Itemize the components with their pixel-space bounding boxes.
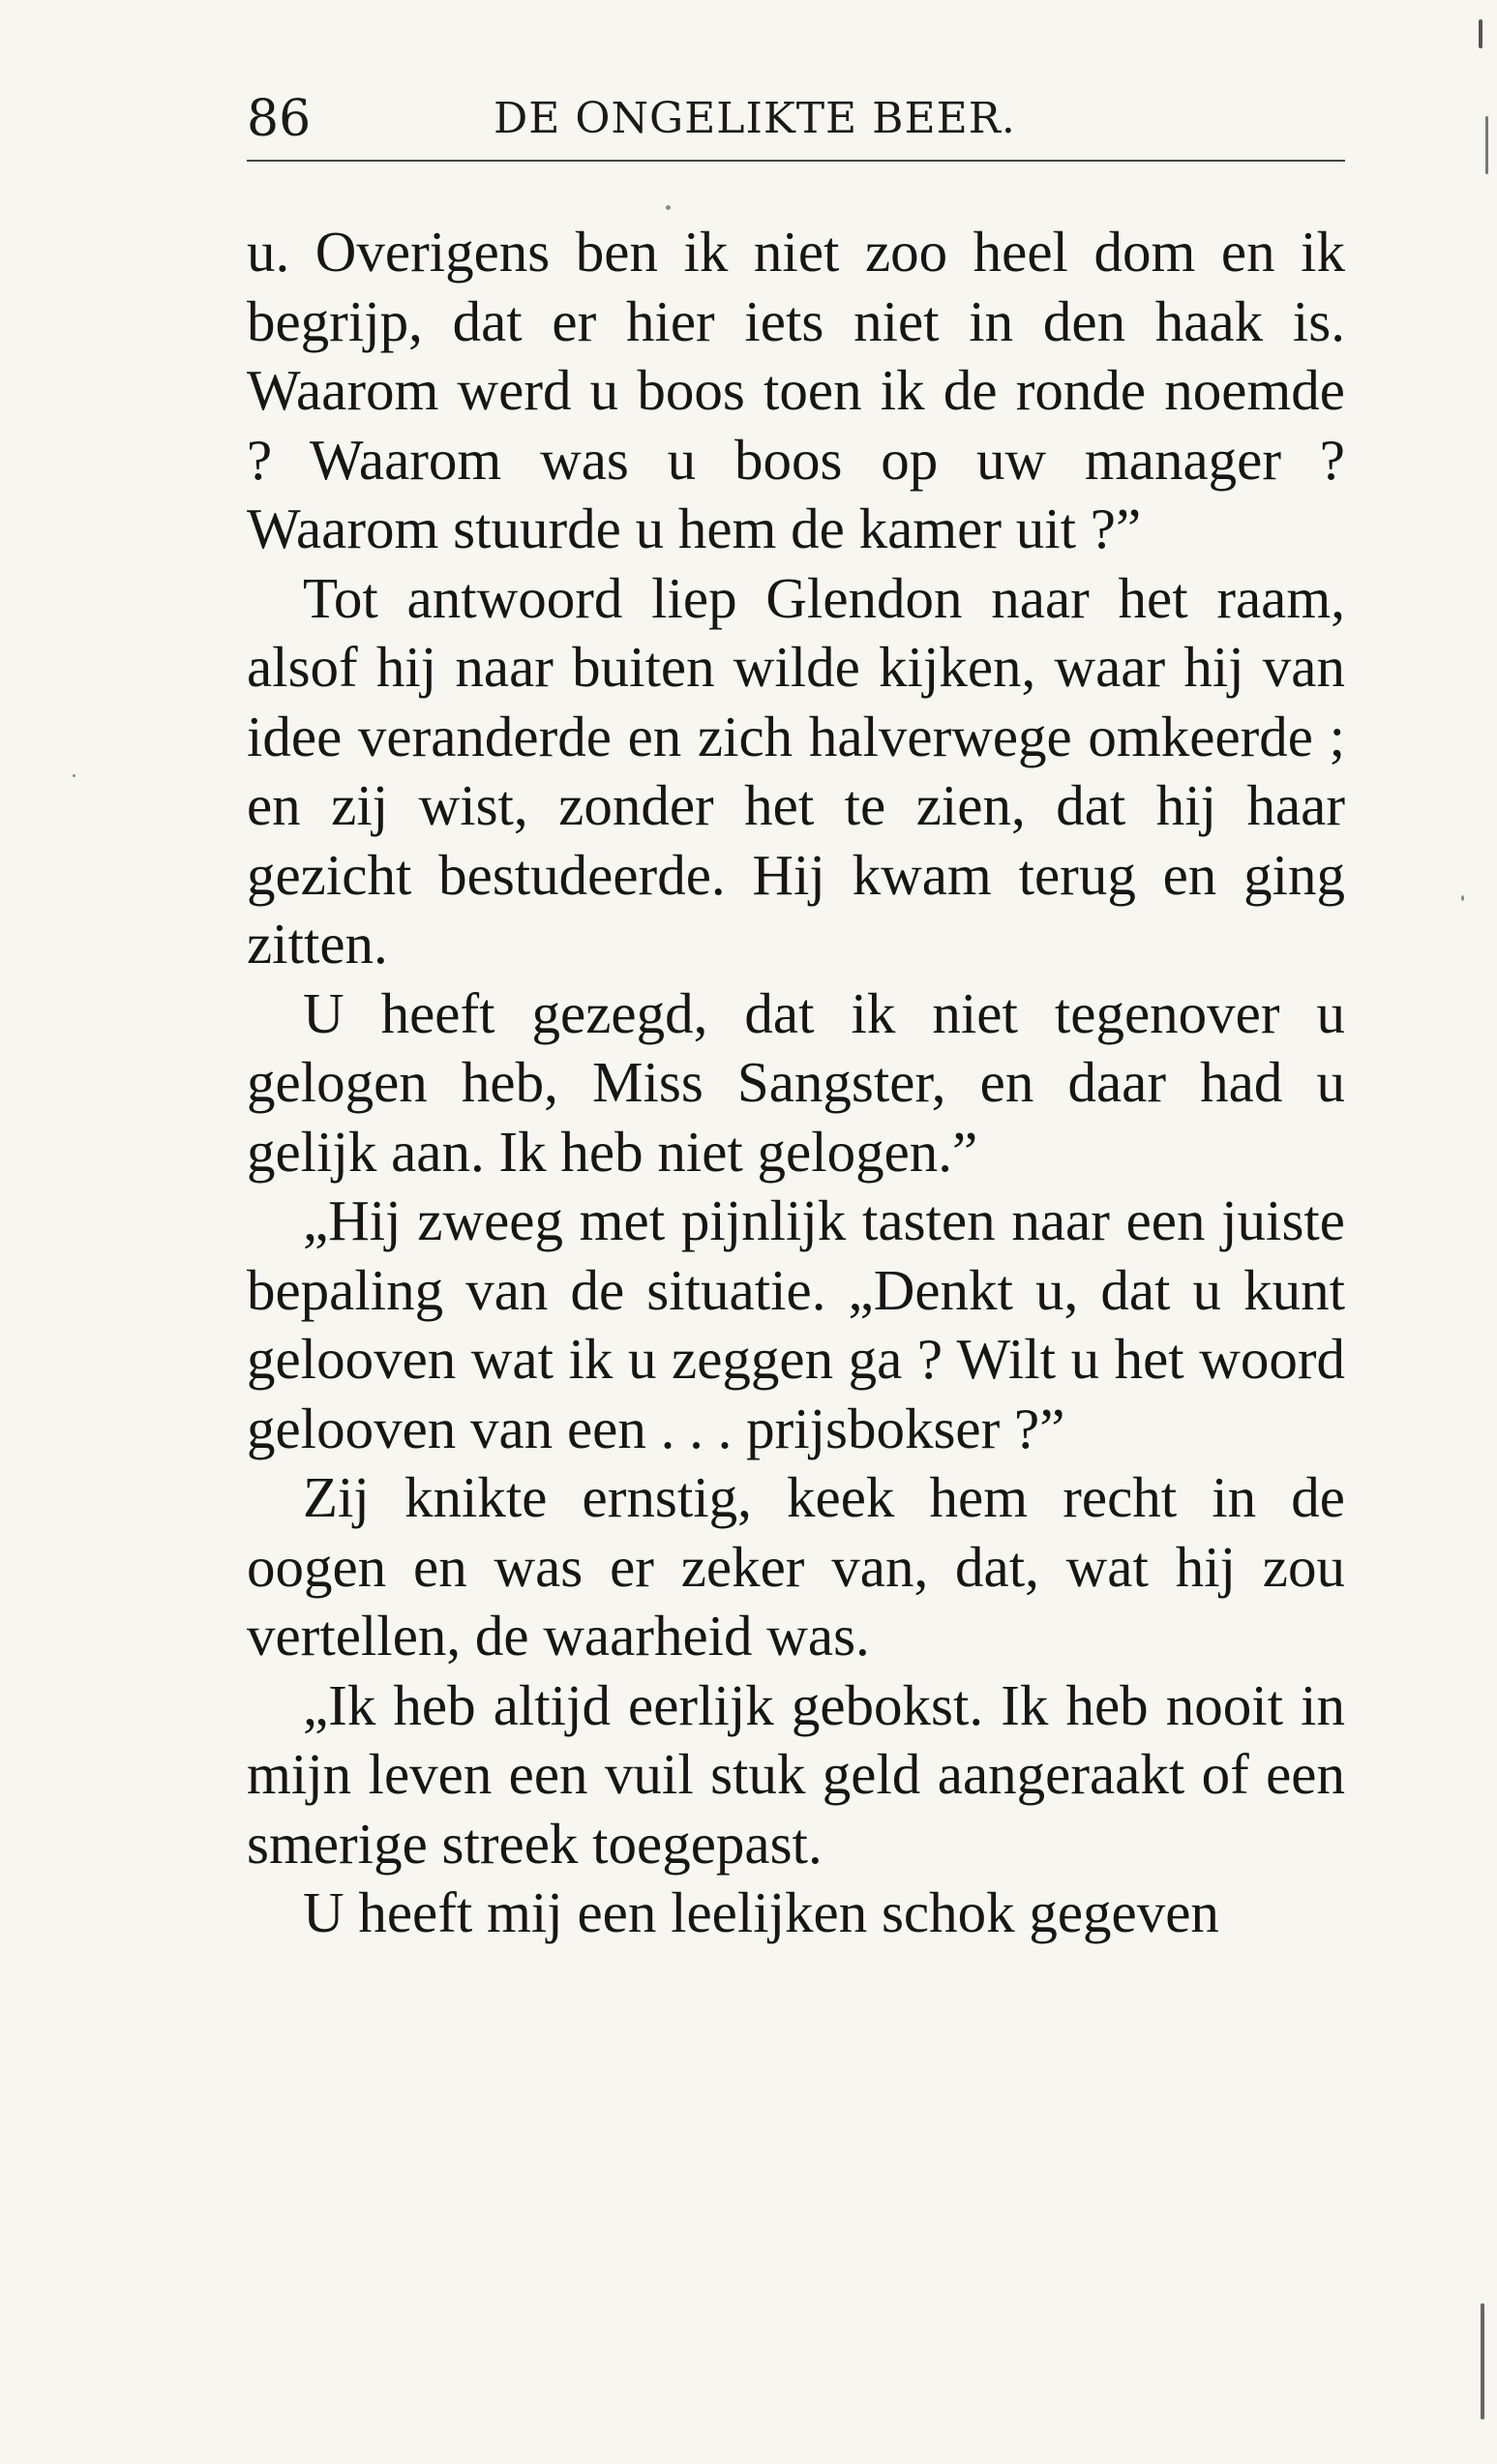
page-number: 86 — [247, 90, 312, 148]
paper-speck — [73, 774, 75, 777]
paragraph: Tot antwoord liep Glendon naar het raam, alsof hij naar buiten wilde kijken, waar hij van idee veranderde en zich halverwege omkeerde ; en zij wist, zonder het te zien, dat hij haar gezicht bestudeerde. Hij kwam terug en ging zitten. — [247, 565, 1345, 976]
paper-speck — [666, 205, 671, 210]
paragraph: „Hij zweeg met pijnlijk tasten naar een juiste bepaling van de situatie. „Denkt u, dat u kunt gelooven wat ik u zeggen ga ? Wilt u het woord gelooven van een . . . prijsbokser ?” — [247, 1188, 1345, 1460]
paragraph: u. Overigens ben ik niet zoo heel dom en ik begrijp, dat er hier iets niet in den haak is. Waarom werd u boos toen ik de ronde noemde ? Waarom was u boos op uw manager ? Waarom stuurde u hem de kamer uit ?” — [247, 220, 1345, 560]
paragraph: U heeft gezegd, dat ik niet tegenover u gelogen heb, Miss Sangster, en daar had u gelijk aan. Ik heb niet gelogen.” — [247, 980, 1345, 1184]
paper-speck — [1481, 2303, 1484, 2419]
header-rule — [247, 160, 1345, 162]
body-text — [247, 218, 1345, 1948]
running-title: DE ONGELIKTE BEER. — [494, 94, 1016, 143]
paper-speck — [1485, 116, 1488, 174]
paper-speck — [1461, 895, 1464, 901]
page-header — [247, 85, 1345, 153]
paragraph: „Ik heb altijd eerlijk gebokst. Ik heb nooit in mijn leven een vuil stuk geld aangeraakt of een smerige streek toegepast. — [247, 1672, 1345, 1876]
paper-speck — [1479, 19, 1482, 48]
paragraph: Zij knikte ernstig, keek hem recht in de oogen en was er zeker van, dat, wat hij zou vertellen, de waarheid was. — [247, 1465, 1345, 1668]
paragraph: U heeft mij een leelijken schok gegeven — [303, 1880, 1219, 1944]
